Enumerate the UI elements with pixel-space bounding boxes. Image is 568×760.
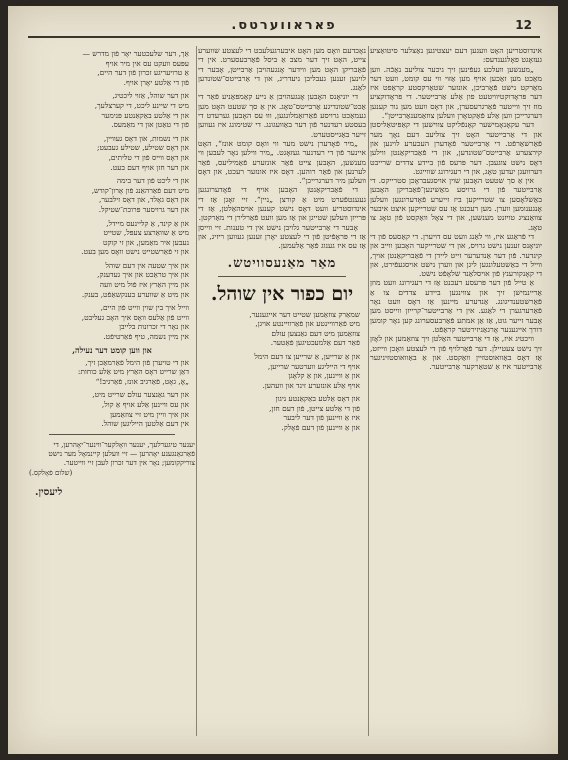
left-column [29,46,195,736]
column-divider [196,46,197,736]
poem-headline: יום כפור אין שוהל. [210,282,354,305]
verse-line: און איך טראַכט און איך געדענק, [97,270,189,280]
verse-line: און איך וויין מיט זיי צוזאַמען [110,409,189,419]
right-column [370,46,542,736]
verse-line: און דאָס ווייס פֿון די טליתים, [108,152,189,162]
paragraph: אָבער די אַרבייטער גלויבן נישט אין די טענות. זיי ווייסן אַז די פּראָפֿיטן פֿון די לעצטע יאָרן זענען געווען ריזיג, און אַז עס איז גענוג פֿאַר אַלעמען. [198,222,366,251]
verse-line: אויף אַלע אונזערע זינד און וועהען. [262,380,360,390]
verse-line: „אָ, גאָט, פֿאַרגיב אונז, פֿאַרגיב!“ [95,376,189,386]
verse-line: און דער שוהל, אַזוי ליכטיג, [112,91,189,101]
verse-line: ווייט פֿון אַלעס וואָס איך האָב געליבט, [81,312,189,322]
publication-title: פאראווערטס. [231,18,337,33]
verse-line: און מיט אַ שווערע בענקשאַפֿט, בענק. [81,289,189,299]
paragraph: וויכטיג איז, אַז די אַרבייטער האַלטן זיך צוזאַמען און לאָזן זיך נישט צעטיילן. דער פֿאַרלויף פֿון די לעצטע וואָכן ווייזט, אַז דאָס באַוואוסטזיין וואַקסט. און אַ באַוואוסטזיניגער אַרבייטער איז אַ שטאַרקער אַרבייטער. [370,334,542,372]
paragraph: דער עקאָנאָמישער קאָנפֿליקט צווישען די קאַפּיטאַליסטן און די אַרבייטער האָט זיך צוליעב דעם נאָך מער פֿאַרשאַרפֿט. די אַרבייטער פֿאָדערן העכערע לוינען און קירצערע אַרבייטס־שטונדען, און די פֿאַבריקאַנטן ווילען דאָס נישט צוגעבן. דער פּרעס פֿון ביידע צדדים שרייבט דערוועגן יעדען טאָג, און די רעגירונג שווייגט. [370,120,542,176]
author-signature: ליעסין. [35,486,63,498]
verse-line: ווייל איך בין שוין ווייט פֿון היים, [100,303,189,313]
verse-line: און אַ שרייען, אַ שרייען צו דעם הימל [254,351,360,361]
newspaper-page [8,6,558,754]
verse-line: מיט פֿאַרוויינטע און פֿאַרוויינטע אויגן, [255,319,360,329]
column-divider [368,46,369,736]
verse-line: און נאָר די זכרונות בלייבן [119,322,189,332]
verse-line: פֿון די טאַטן און די מאַמעס. [111,120,189,130]
verse-line: פֿון די אַלטע צייטן, פֿון דעם חזן, [269,403,360,413]
credit-line: (שלום פֿאָלקס.) [29,468,73,477]
footnote: יענער טיגערלעך, יענער וואָלקער־ווינער־יאָהרען, די פֿאַרגאַנגענע יאָהרען — זיי וועלען קיינמאָל מער נישט צוריקקומען; נאָר אין דער זכרון לעבן זיי ווייטער. [48,439,195,467]
verse-line: איז אַ וויינען פֿון דער ליבער [283,413,360,423]
verse-line: מיט אַ שוואַרצע צעפּל, שטייט [103,228,189,238]
verse-line: און די נשמות, און דאָס געוויין, [103,133,189,143]
verse-line: אין דעם אַלטען הייליגען שוהל. [101,419,189,429]
section-divider [49,434,175,435]
paragraph: נאָכדעם וואָס מען האָט איבערגעלעבט די לעצטע שווערע צייט, האָט זיך דער מצב אַ ביסל פֿאַרבעסערט. אין די פֿאַבריקן האָט מען ווידער אָנגעהויבן אַרבייטן, אָבער די לוינען זענען געבליבן ניעדריג, און די אַרבייטס־שטונדען לאַנג. [198,46,366,93]
page-header [28,16,540,36]
verse-line: מיט די שיינע ליכט, די קערצלעך, [94,100,189,110]
verse-line: און זי פֿאַרשטייט נישט וואָס מען בעט. [81,247,189,257]
verse-line: פֿאַר דעם אַלמעכטיגען פֿאַטער. [270,338,360,348]
verse-line: אַ טרויעריגע זכרון פֿון דער היים, [97,68,189,78]
verse-line: מיט דעם פֿאַרהאַנג פֿון אָרון־קודש, [91,185,189,195]
middle-column [198,46,366,736]
verse-line: און דער גאַנצער עולם שרייט מיט, [92,390,189,400]
verse-line: און די טויערן פֿון הימל פֿאַרמאַכן זיך, [85,357,189,367]
verse-line: און איך שטעה אין דעם שוהל [105,260,189,270]
verse-line: און אַ וויינען, און אַ קלאָגן [288,371,360,381]
article-byline: מאַר מאַנעסוויטש. [227,255,337,271]
paragraph: אַ טייל פֿון דער פּרעסע רעכנט אַז די רעגירונג וועט מוזן אַריינמישן זיך און צווינגען ביידע צדדים צו אַ פֿאַרשטענדיגונג. אַנדערע מיינען אַז דאָס וועט נאָר פֿאַרערגערן די לאַגע. אין די אַרבייטער־קרייזן ווייסט מען אָבער זייער גוט, אַז אַן אמתע פֿאַרבעסערונג קען נאָר קומען דורך אייגענער אָרגאַניזירטער קראַפֿט. [370,278,542,334]
verse-line: און דאָס שטילע, שטילע געבעט; [96,143,189,153]
verse-line: און די אַלטע באַקאַנטע פּנימער [101,110,189,120]
paragraph: „מענשען וועלכע געפֿינען זיך גיכער צוליעב נאַכֿה. ווען מאַכט מען זאַכען אויף מען אַזוי ווי עס קומט, וועט דער מאַרקט נישט פֿאַרביכן, אונזער שטאַרקסטע קראַפט איז דער פּראָדוקטיוויטעט פון אַלע אַרבייטער. די פּראָדוקציע מוז זיך ווייטער פֿאַרגרעסערן, און דאָס וועט מען נור קענען דערגרייכן ווען אַלע פֿאַקטאָרן וועלען צוזאַמענאַרבייטן“. [370,64,542,121]
verse-line: צוזאַמען מיט דעם גאַנצען עולם [271,328,360,338]
verse-line: און דאָס גאָלד, און דאָס זילבער, [99,195,189,205]
verse-line: אין מיין נשמה, טיף פֿאַרטיפֿט. [103,332,189,342]
poem-verse [29,49,189,342]
verse-line: אויף די הייליגע ווערטער שרייען, [267,361,360,371]
paragraph: „מיר פֿאָדערן נישט מער ווי וואָס קומט אונז“, האָט איינער פֿון די רעדנער געזאָגט. „מיר ווילען נאָר לעבען ווי מענשען, האָבען צייט פֿאַר אונזערע פֿאַמיליעס, פֿאַר לערנען און פֿאַר רוהען. דאָס איז אונזער רעכט, און דאָס וועלען מיר דערגרייכן“. [198,138,366,186]
verse-line: עפּעס וועקט עס אין מיר אויף [105,58,189,68]
verse-line: און אַ קינד, אַ קליינעס מיידל, [106,218,189,228]
paragraph: די פֿראַגע איז, ווי לאַנג וועט עס דויערן. די קאַסעס פֿון די יוניאָנס זענען נישט גרויס, און די שטרייקער האָבען ווייב און קינדער. פֿון דער אַנדערער זייט ליידן די פֿאַבריקאַנטן אויך, ווייל די באַשטעלונגען ליגן און ווערן נישט אויסגעפֿירט, און די קאָנקורענץ פֿון אויסלאַנד שלאָפֿט נישט. [370,231,542,279]
paragraph: אינדוסטריען האָט וועגען דעם יעצטיגען נאַצלער סיטואַציע געזאָגט פאָלגענדעס: [370,46,542,65]
verse-line: אַך, דער שלעכטער יאָר פֿון מדרש — [82,49,189,58]
paragraph: די יוניאָנס האָבען אָנגעהויבן אַ נייע קאַמפּאַניע פֿאַר די אַכט־שטונדיגע אַרבייטס־טאָג. אין אַ סך שטעט האָט מען געמאַכט גרויסע פֿאַרזאַמלונגען, וווּ עס האָבען גערעדט די בעסטע רעדנער פֿון דער באַוועגונג. די שטימונג איז געווען זייער באַגייסטערט. [198,92,366,139]
verse-line: און עס וויינען אַלע אויף אַ קול, [101,400,189,409]
page-number: 12 [515,18,532,32]
verse-line: און דער גרויסער פּרוכת־שטיקל. [98,204,189,214]
verse-line: און אַ וויינען פֿון דעם פֿאָלק. [281,423,360,433]
verse-line: שמאַרק צוזאַמען שטייט דער אייגענער, [249,309,360,319]
verse-line: דאַן שרייט דאָס האַרץ מיט אַלע כוחות: [77,367,189,377]
verse-line: און מיין האַרץ איז פֿול מיט וועה [99,280,189,290]
verse-line: און דאָס אַלטע באַקאַנטע ניגון [275,394,360,404]
verse-line: און דער חזן אויף דעם בעט. [110,162,189,172]
paragraph: אין אַ סך שטעט האָבען שוין אויסגעבראָכן סטרייקס. די אַרבייטער פֿון די גרויסע מאַשינען־פֿאַבריקן האָבען באַשלאָסען צו שטרייקען ביז זייערע פֿאָדערונגען וועלען אָנגענומען ווערן. מען רעכנט אַז עס שטרייקען איצט איבער צוואַנציג טויזנט מענשען, און די צאָל וואַקסט פֿון טאָג צו טאָג. [370,176,542,232]
poem-verse [198,310,360,433]
verse-line: פֿון די אַלטע יאָרן אויף. [123,77,189,87]
poem-verse [29,358,189,429]
stanza-subhead: און ווען קומט דער נעילה, [72,344,152,355]
verse-line: און די ליכט פֿון דער בימה [116,176,189,186]
verse-line: נעבען איר מאַמען, און זי קוקט [102,237,189,247]
paragraph: די פֿאַבריקאַנטן האָבען אויף די פֿאָדערונגען געענטפֿערט מיט אַ קורצן „ניין“. זיי זאָגן אַז די אינדוסטריע וועט דאָס נישט קענען אויסהאַלטן, אַז די פּרייזן וועלען שטייגן און אַז מען וועט פֿאַרלירן די מאַרקטן. [198,185,366,223]
section-divider [218,276,346,277]
header-rule [28,36,540,38]
